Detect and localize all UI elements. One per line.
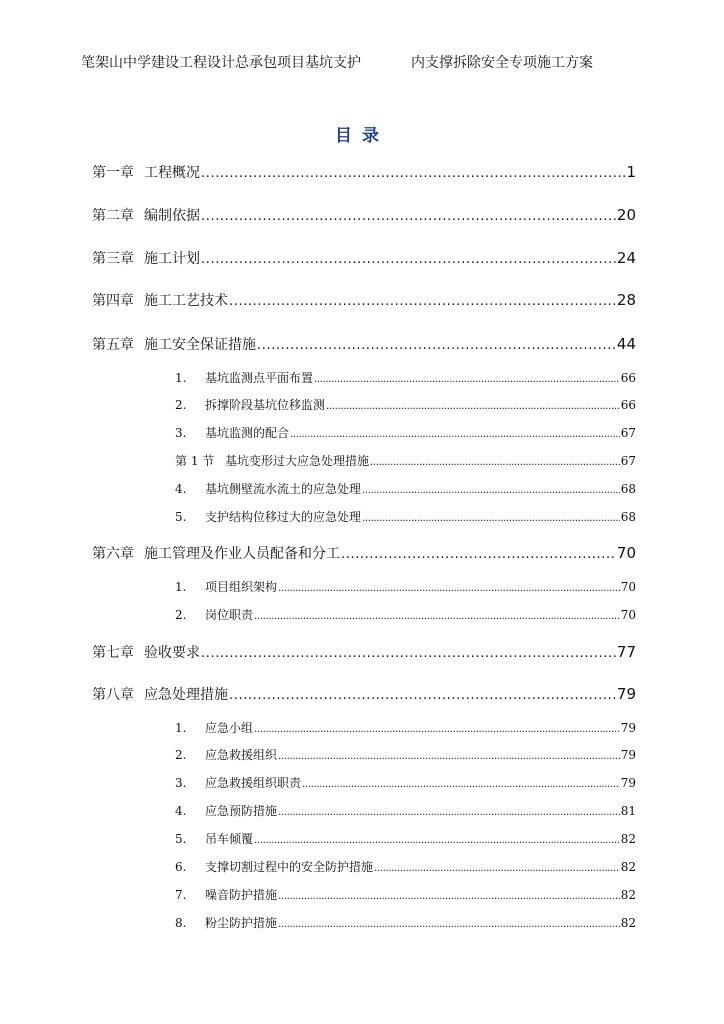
- toc-page: 70: [616, 544, 636, 562]
- toc-number: 第六章: [92, 546, 134, 562]
- toc-label: 编制依据: [144, 208, 200, 224]
- toc-label: 验收要求: [144, 645, 200, 661]
- toc-label: 应急预防措施: [205, 804, 278, 818]
- toc-label: 拆撑阶段基坑位移监测: [205, 398, 326, 412]
- toc-number: 第二章: [92, 208, 134, 224]
- toc-section[interactable]: [175, 774, 636, 792]
- toc-page: 1: [626, 163, 636, 181]
- toc-leader: [362, 513, 620, 524]
- toc-title: 目录: [335, 126, 389, 146]
- page-header: [81, 52, 593, 72]
- toc-number: 4.: [175, 804, 187, 818]
- toc-section[interactable]: [175, 802, 636, 820]
- toc-label: 工程概况: [144, 165, 200, 181]
- toc-label: 基坑监测的配合: [205, 426, 290, 440]
- toc-label: 应急救援组织: [205, 748, 278, 762]
- toc-chapter-4[interactable]: [92, 290, 636, 310]
- toc-number: 2.: [175, 608, 187, 622]
- toc-number: 6.: [175, 860, 187, 874]
- toc-leader: [290, 429, 620, 440]
- toc-chapter-2[interactable]: [92, 205, 636, 225]
- header-document-title: 内支撑拆除安全专项施工方案: [411, 55, 593, 71]
- toc-page: 70: [620, 580, 636, 594]
- toc-page: 82: [620, 916, 636, 930]
- toc-label: 项目组织架构: [205, 580, 278, 594]
- toc-chapter-1[interactable]: [92, 162, 636, 182]
- toc-leader: [278, 807, 620, 818]
- toc-leader: [314, 374, 620, 385]
- toc-chapter-6[interactable]: [92, 543, 636, 563]
- toc-section[interactable]: [175, 746, 636, 764]
- toc-page: 66: [620, 398, 636, 412]
- toc-section[interactable]: [175, 452, 636, 470]
- toc-page: 79: [620, 748, 636, 762]
- toc-leader: [302, 779, 620, 790]
- toc-leader: [229, 688, 616, 703]
- toc-leader: [201, 209, 616, 224]
- toc-leader: [201, 252, 616, 267]
- toc-label: 基坑侧壁流水流土的应急处理: [205, 482, 362, 496]
- toc-page: 67: [620, 426, 636, 440]
- header-project-title: 笔架山中学建设工程设计总承包项目基坑支护: [81, 55, 361, 71]
- toc-section[interactable]: [175, 396, 636, 414]
- toc-page: 82: [620, 860, 636, 874]
- toc-leader: [254, 724, 620, 735]
- toc-leader: [254, 611, 620, 622]
- toc-label: 支撑切割过程中的安全防护措施: [205, 860, 374, 874]
- toc-section[interactable]: [175, 578, 636, 596]
- toc-label: 基坑监测点平面布置: [205, 371, 314, 385]
- toc-page: 70: [620, 608, 636, 622]
- toc-page: 79: [620, 721, 636, 735]
- toc-label: 支护结构位移过大的应急处理: [205, 510, 362, 524]
- toc-page: 81: [620, 804, 636, 818]
- toc-number: 第五章: [92, 337, 134, 353]
- toc-label: 噪音防护措施: [205, 888, 278, 902]
- toc-chapter-3[interactable]: [92, 248, 636, 268]
- toc-number: 3.: [175, 776, 187, 790]
- toc-number: 1.: [175, 721, 187, 735]
- toc-number: 4.: [175, 482, 187, 496]
- toc-leader: [254, 835, 620, 846]
- toc-section[interactable]: [175, 886, 636, 904]
- toc-number: 第一章: [92, 165, 134, 181]
- toc-page: 28: [616, 291, 636, 309]
- toc-page: 24: [616, 249, 636, 267]
- toc-page: 79: [620, 776, 636, 790]
- toc-chapter-5[interactable]: [92, 334, 636, 354]
- toc-label: 应急小组: [205, 721, 254, 735]
- toc-number: 3.: [175, 426, 187, 440]
- toc-leader: [278, 751, 620, 762]
- toc-section[interactable]: [175, 424, 636, 442]
- toc-leader: [374, 863, 620, 874]
- toc-label: 应急处理措施: [144, 687, 228, 703]
- toc-leader: [362, 485, 620, 496]
- toc-page: 68: [620, 482, 636, 496]
- toc-leader: [278, 891, 620, 902]
- toc-page: 79: [616, 685, 636, 703]
- toc-leader: [326, 401, 620, 412]
- toc-number: 8.: [175, 916, 187, 930]
- toc-page: 68: [620, 510, 636, 524]
- toc-number: 7.: [175, 888, 187, 902]
- toc-section[interactable]: [175, 914, 636, 932]
- toc-leader: [201, 166, 625, 181]
- toc-label: 施工计划: [144, 251, 200, 267]
- toc-label: 吊车倾覆: [205, 832, 254, 846]
- toc-section[interactable]: [175, 606, 636, 624]
- toc-page: 66: [620, 371, 636, 385]
- toc-label: 施工工艺技术: [144, 293, 228, 309]
- toc-chapter-7[interactable]: [92, 642, 636, 662]
- toc-number: 1.: [175, 580, 187, 594]
- toc-section[interactable]: [175, 830, 636, 848]
- toc-label: 粉尘防护措施: [205, 916, 278, 930]
- toc-section[interactable]: [175, 719, 636, 737]
- toc-label: 岗位职责: [205, 608, 254, 622]
- toc-number: 第三章: [92, 251, 134, 267]
- toc-label: 施工管理及作业人员配备和分工: [144, 546, 340, 562]
- toc-page: 82: [620, 832, 636, 846]
- toc-number: 第八章: [92, 687, 134, 703]
- toc-page: 77: [616, 643, 636, 661]
- toc-section[interactable]: [175, 369, 636, 387]
- toc-chapter-8[interactable]: [92, 684, 636, 704]
- toc-number: 5.: [175, 832, 187, 846]
- toc-page: 20: [616, 206, 636, 224]
- toc-leader: [341, 547, 616, 562]
- toc-label: 基坑变形过大应急处理措施: [225, 454, 370, 468]
- toc-leader: [278, 919, 620, 930]
- toc-number: 2.: [175, 398, 187, 412]
- toc-number: 2.: [175, 748, 187, 762]
- toc-number: 第四章: [92, 293, 134, 309]
- toc-number: 第 1 节: [175, 454, 215, 468]
- toc-leader: [370, 457, 620, 468]
- toc-number: 1.: [175, 371, 187, 385]
- toc-leader: [229, 294, 616, 309]
- toc-label: 应急救援组织职责: [205, 776, 302, 790]
- toc-section[interactable]: [175, 480, 636, 498]
- toc-section[interactable]: [175, 858, 636, 876]
- toc-label: 施工安全保证措施: [144, 337, 256, 353]
- toc-section[interactable]: [175, 508, 636, 526]
- toc-page: 67: [620, 454, 636, 468]
- toc-page: 44: [616, 335, 636, 353]
- toc-number: 第七章: [92, 645, 134, 661]
- toc-page: 82: [620, 888, 636, 902]
- toc-number: 5.: [175, 510, 187, 524]
- toc-leader: [201, 646, 616, 661]
- toc-leader: [257, 338, 616, 353]
- toc-leader: [278, 583, 620, 594]
